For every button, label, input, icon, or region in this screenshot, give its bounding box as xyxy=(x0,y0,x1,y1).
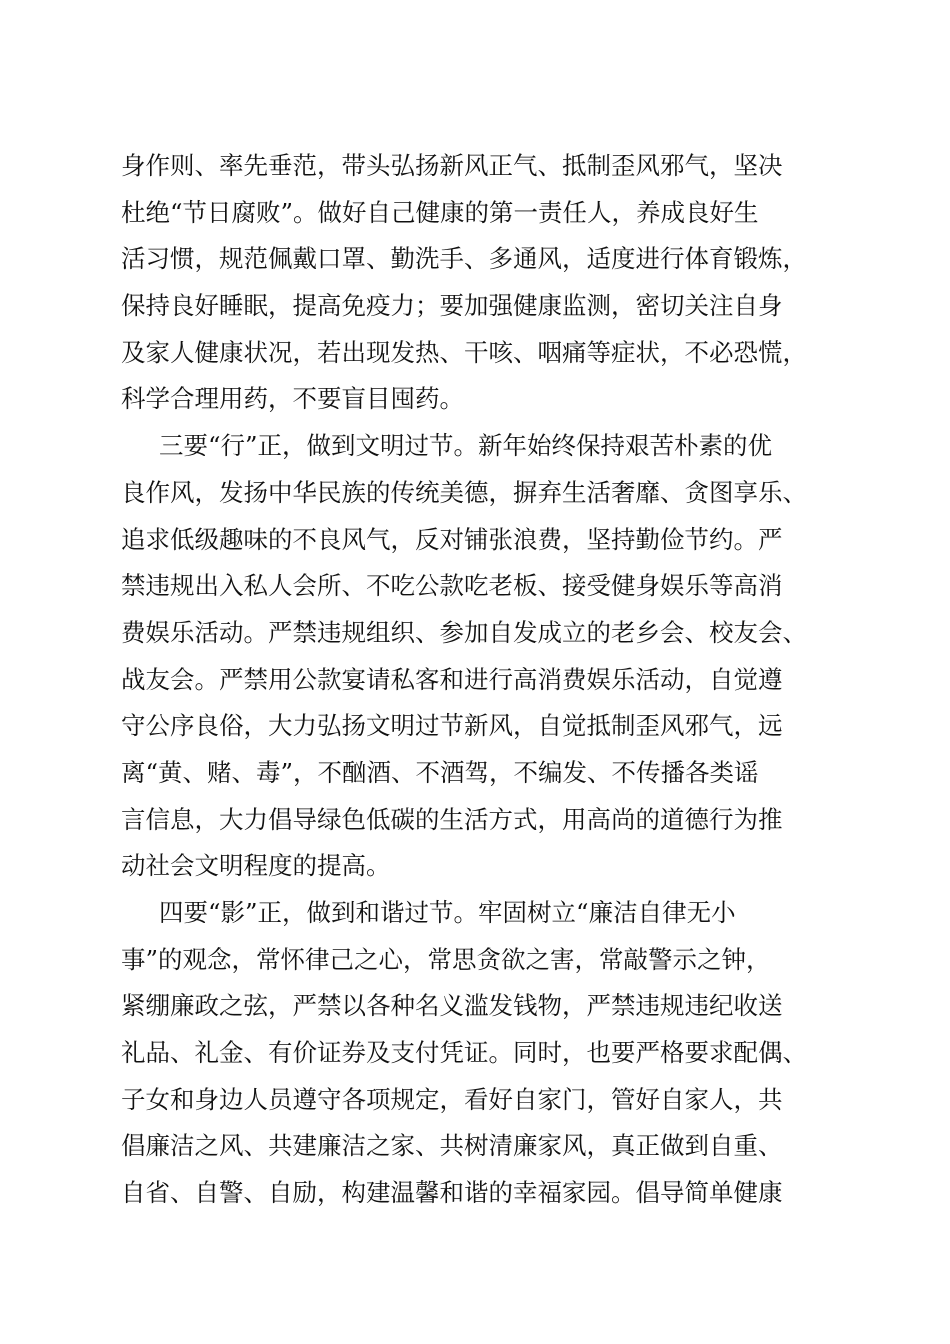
paragraph-line: 身作则、率先垂范，带头弘扬新风正气、抵制歪风邪气，坚决 xyxy=(121,151,783,180)
paragraph-line: 禁违规出入私人会所、不吃公款吃老板、接受健身娱乐等高消 xyxy=(121,571,783,601)
paragraph-line: 礼品、礼金、有价证券及支付凭证。同时，也要严格要求配偶、 xyxy=(121,1038,807,1068)
paragraph-line: 杜绝“节日腐败”。做好自己健康的第一责任人，养成良好生 xyxy=(121,197,759,227)
paragraph-line: 保持良好睡眠，提高免疫力；要加强健康监测，密切关注自身 xyxy=(121,291,783,321)
paragraph-line: 及家人健康状况，若出现发热、干咳、咽痛等症状，不必恐慌， xyxy=(121,337,807,367)
paragraph-line: 离“黄、赌、毒”，不酗酒、不酒驾，不编发、不传播各类谣 xyxy=(121,757,759,787)
document-body xyxy=(121,143,841,1217)
paragraph-3 xyxy=(121,890,841,1217)
paragraph-line: 动社会文明程度的提高。 xyxy=(121,851,391,881)
paragraph-line: 子女和身边人员遵守各项规定，看好自家门，管好自家人，共 xyxy=(121,1084,783,1114)
paragraph-line: 紧绷廉政之弦，严禁以各种名义滥发钱物，严禁违规违纪收送 xyxy=(121,991,783,1021)
paragraph-line: 自省、自警、自励，构建温馨和谐的幸福家园。倡导简单健康 xyxy=(121,1178,783,1208)
paragraph-line: 倡廉洁之风、共建廉洁之家、共树清廉家风，真正做到自重、 xyxy=(121,1131,783,1161)
paragraph-first-line: 四要“影”正，做到和谐过节。牢固树立“廉洁自律无小 xyxy=(159,898,736,927)
paragraph-line: 战友会。严禁用公款宴请私客和进行高消费娱乐活动，自觉遵 xyxy=(121,664,783,694)
paragraph-2 xyxy=(121,423,841,890)
paragraph-line: 科学合理用药，不要盲目囤药。 xyxy=(121,384,464,414)
paragraph-line: 守公序良俗，大力弘扬文明过节新风，自觉抵制歪风邪气，远 xyxy=(121,711,783,741)
paragraph-line: 活习惯，规范佩戴口罩、勤洗手、多通风，适度进行体育锻炼， xyxy=(121,244,807,274)
paragraph-line: 言信息，大力倡导绿色低碳的生活方式，用高尚的道德行为推 xyxy=(121,804,783,834)
paragraph-line: 费娱乐活动。严禁违规组织、参加自发成立的老乡会、校友会、 xyxy=(121,617,807,647)
paragraph-1 xyxy=(121,143,841,423)
paragraph-line: 追求低级趣味的不良风气，反对铺张浪费，坚持勤俭节约。严 xyxy=(121,524,783,554)
paragraph-line: 事”的观念，常怀律己之心，常思贪欲之害，常敲警示之钟， xyxy=(121,944,771,974)
paragraph-line: 良作风，发扬中华民族的传统美德，摒弃生活奢靡、贪图享乐、 xyxy=(121,477,807,507)
paragraph-first-line: 三要“行”正，做到文明过节。新年始终保持艰苦朴素的优 xyxy=(159,431,773,461)
